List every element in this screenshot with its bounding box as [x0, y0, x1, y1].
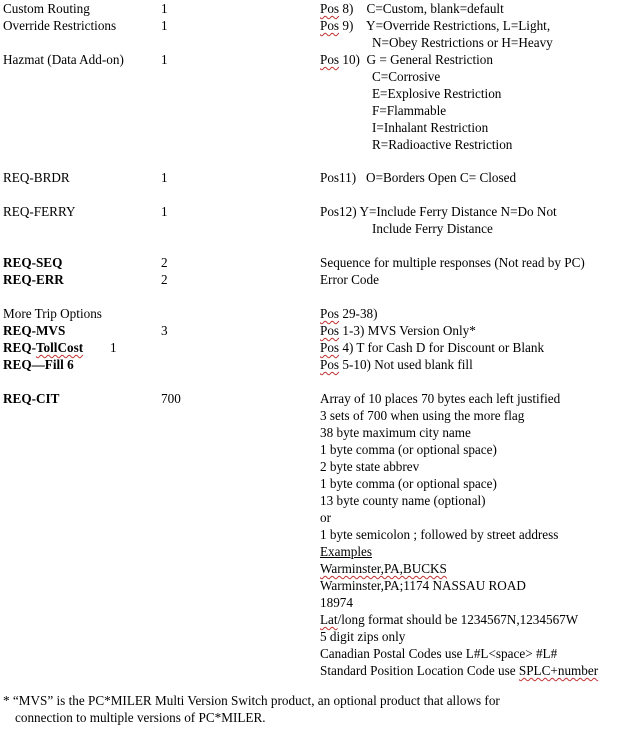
field-req-seq: REQ-SEQ — [3, 255, 63, 270]
example-6: Canadian Postal Codes use L#L<space> #L# — [320, 646, 558, 661]
len-override-restrictions: 1 — [161, 18, 168, 33]
desc-req-cit — [320, 390, 598, 679]
len-req-mvs: 3 — [161, 323, 168, 338]
desc-custom-routing: Pos 8) C=Custom, blank=default — [320, 1, 504, 16]
example-latlong: Lat/long format should be 1234567N,1234567W — [320, 612, 579, 627]
len-req-brdr: 1 — [161, 170, 168, 185]
len-custom-routing: 1 — [161, 1, 168, 16]
footnote-line-2: connection to multiple versions of PC*MILER. — [15, 710, 266, 725]
desc-req-err: Error Code — [320, 272, 379, 287]
cit-line: 38 byte maximum city name — [320, 425, 471, 440]
example-1: Warminster,PA,BUCKS — [320, 561, 447, 576]
cit-line: Array of 10 places 70 bytes each left justified — [320, 391, 561, 406]
len-req-ferry: 1 — [161, 204, 168, 219]
desc-req-seq: Sequence for multiple responses (Not read by PC) — [320, 255, 585, 270]
desc-override-restrictions: Pos 9) Y=Override Restrictions, L=Light, N=Obey Restrictions or H=Heavy — [320, 18, 553, 50]
desc-req-mvs: Pos 1-3) MVS Version Only* — [320, 323, 476, 338]
cit-line: 3 sets of 700 when using the more flag — [320, 408, 525, 423]
cit-line: 2 byte state abbrev — [320, 459, 420, 474]
field-req-brdr: REQ-BRDR — [3, 170, 70, 185]
len-req-cit: 700 — [161, 391, 181, 406]
desc-req-fill6: Pos 5-10) Not used blank fill — [320, 357, 473, 372]
field-req-cit: REQ-CIT — [3, 391, 60, 406]
field-req-tollcost: REQ-TollCost — [3, 340, 84, 355]
len-req-tollcost: 1 — [110, 340, 117, 355]
cit-line: 1 byte semicolon ; followed by street address — [320, 527, 559, 542]
desc-more-trip-options: Pos 29-38) — [320, 306, 378, 321]
field-custom-routing: Custom Routing — [3, 1, 90, 16]
len-req-err: 2 — [161, 272, 168, 287]
footnote-line-1: * “MVS” is the PC*MILER Multi Version Switch product, an optional product that allows for — [3, 693, 500, 708]
field-req-mvs: REQ-MVS — [3, 323, 66, 338]
cit-line: 1 byte comma (or optional space) — [320, 476, 497, 491]
example-3: 18974 — [320, 595, 353, 610]
len-req-seq: 2 — [161, 255, 168, 270]
len-hazmat: 1 — [161, 52, 168, 67]
footnote — [3, 692, 587, 726]
example-5: 5 digit zips only — [320, 629, 406, 644]
desc-req-brdr: Pos11) O=Borders Open C= Closed — [320, 170, 517, 185]
field-req-ferry: REQ-FERRY — [3, 204, 76, 219]
field-req-err: REQ-ERR — [3, 272, 64, 287]
field-more-trip-options: More Trip Options — [3, 306, 102, 321]
desc-req-tollcost: Pos 4) T for Cash D for Discount or Blank — [320, 340, 545, 355]
cit-line: 13 byte county name (optional) — [320, 493, 486, 508]
field-req-fill6: REQ—Fill 6 — [3, 357, 74, 372]
cit-line: or — [320, 510, 331, 525]
desc-req-ferry: Pos12) Y=Include Ferry Distance N=Do Not Include Ferry Distance — [320, 204, 557, 236]
example-2: Warminster,PA;1174 NASSAU ROAD — [320, 578, 526, 593]
desc-hazmat: Pos 10) G = General Restriction C=Corrosive E=Explosive Restriction F=Flammable I=Inhalant Restriction R=Radioactive Restriction — [320, 52, 513, 152]
cit-line: 1 byte comma (or optional space) — [320, 442, 497, 457]
field-override-restrictions: Override Restrictions — [3, 18, 117, 33]
examples-label: Examples — [320, 544, 373, 559]
field-hazmat: Hazmat (Data Add-on) — [3, 52, 124, 67]
example-7: Standard Position Location Code use SPLC+number — [320, 663, 599, 678]
